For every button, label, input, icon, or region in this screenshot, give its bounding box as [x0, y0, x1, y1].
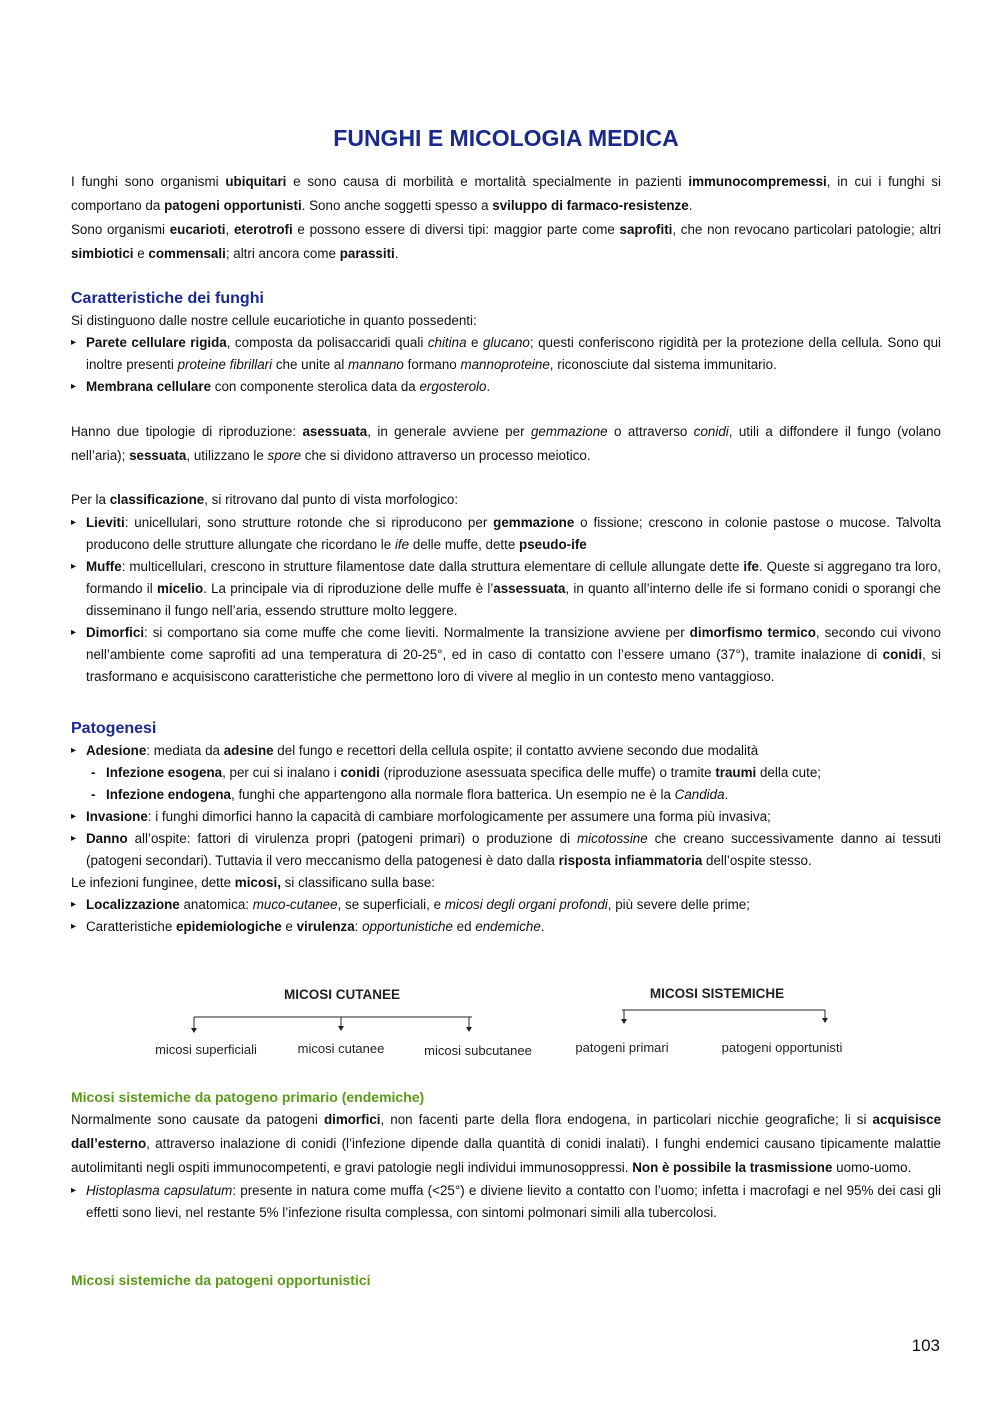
primario-section — [71, 1086, 941, 1224]
patogenesi-section — [71, 718, 941, 938]
arrow-down-icon — [466, 1027, 472, 1032]
list-item-muffe: ▸ Muffe: multicellulari, crescono in strutture filamentose date dalla struttura elementare di cellule allungate dette ife. Queste si aggregano tra loro, formando il micelio. La principale via di riproduzione delle muffe è l’assessuata, in quanto all’interno delle ife si formano conidi o sporangi che disseminano il fungo nell’aria, essendo strutture molto leggere. — [71, 556, 941, 622]
opportunistici-section — [71, 1269, 941, 1291]
caratteristiche-heading: Caratteristiche dei funghi — [71, 290, 264, 307]
micosi-lead: Le infezioni funginee, dette micosi, si classificano sulla base: — [71, 875, 436, 890]
diagram-node: micosi superficiali — [155, 1042, 257, 1057]
arrow-down-icon — [621, 1019, 627, 1024]
list-item: ▸ Membrana cellulare con componente sterolica data da ergosterolo. — [71, 376, 941, 398]
arrow-down-icon — [191, 1028, 197, 1033]
list-item-caratteristiche: ▸ Caratteristiche epidemiologiche e virulenza: opportunistiche ed endemiche. — [71, 916, 941, 938]
riproduzione-section — [71, 420, 941, 468]
list-item-lieviti: ▸ Lieviti: unicellulari, sono strutture rotonde che si riproducono per gemmazione o fissione; crescono in colonie pastose o mucose. Talvolta producono delle strutture allungate che ricordano le ife delle muffe, dette pseudo-ife — [71, 512, 941, 556]
intro-paragraph-2: Sono organismi eucarioti, eterotrofi e possono essere di diversi tipi: maggior parte come saprofiti, che non revocano particolari patologie; altri simbiotici e commensali; altri ancora come parassiti. — [71, 222, 941, 261]
diagram-node: micosi subcutanee — [424, 1043, 532, 1058]
page-number: 103 — [911, 1336, 940, 1355]
patogenesi-list-continued — [71, 806, 941, 872]
patogenesi-heading: Patogenesi — [71, 720, 157, 737]
primario-heading: Micosi sistemiche da patogeno primario (endemiche) — [71, 1089, 425, 1105]
sublist-item: - Infezione esogena, per cui si inalano i conidi (riproduzione asessuata specifica delle muffe) o tramite traumi della cute; — [71, 762, 941, 784]
diagram-node: patogeni opportunisti — [721, 1040, 843, 1055]
caratteristiche-section — [71, 288, 941, 398]
adesione-sublist — [71, 762, 941, 806]
arrow-down-icon — [822, 1018, 828, 1023]
patogenesi-list — [71, 740, 941, 762]
sublist-item: - Infezione endogena, funghi che appartengono alla normale flora batterica. Un esempio ne è la Candida. — [71, 784, 941, 806]
diagram-node: micosi cutanee — [297, 1041, 385, 1056]
intro-paragraph-1: I funghi sono organismi ubiquitari e sono causa di morbilità e mortalità specialmente in pazienti immunocompremessi, in cui i funghi si comportano da patogeni opportunisti. Sono anche soggetti spesso a sviluppo di farmaco-resistenze. — [71, 174, 941, 213]
micosi-diagram — [71, 975, 941, 1070]
classificazione-lead: Per la classificazione, si ritrovano dal punto di vista morfologico: — [71, 492, 459, 507]
list-item-localizzazione: ▸ Localizzazione anatomica: muco-cutanee, se superficiali, e micosi degli organi profondi, più severe delle prime; — [71, 894, 941, 916]
riproduzione-paragraph: Hanno due tipologie di riproduzione: asessuata, in generale avviene per gemmazione o attraverso conidi, utili a diffondere il fungo (volano nell’aria); sessuata, utilizzano le spore che si dividono attraverso un processo meiotico. — [71, 424, 942, 463]
diagram-title-sistemiche: MICOSI SISTEMICHE — [649, 986, 785, 1001]
caratteristiche-lead: Si distinguono dalle nostre cellule eucariotiche in quanto possedenti: — [71, 313, 477, 328]
arrow-down-icon — [338, 1026, 344, 1031]
primario-paragraph: Normalmente sono causate da patogeni dimorfici, non facenti parte della flora endogena, in particolari nicchie geografiche; li si acquisisce dall’esterno, attraverso inalazione di conidi (l’infezione dipende dalla quantità di conidi inalati). I funghi endemici causano tipicamente malattie autolimitanti negli ospiti immunocompetenti, e gravi patologie negli individui immunosoppressi. Non è possibile la trasmissione uomo-uomo. — [71, 1112, 942, 1175]
diagram-title-cutanee: MICOSI CUTANEE — [283, 987, 401, 1002]
caratteristiche-list — [71, 332, 941, 398]
diagram-node: patogeni primari — [575, 1040, 669, 1055]
list-item-histoplasma: ▸ Histoplasma capsulatum: presente in natura come muffa (<25°) e diviene lievito a contatto con l’uomo; infetta i macrofagi e nel 95% dei casi gli effetti sono lievi, nel restante 5% l’infezione risulta complessa, con sintomi polmonari simili alla tubercolosi. — [71, 1180, 941, 1224]
page-title: FUNGHI E MICOLOGIA MEDICA — [333, 125, 679, 151]
micosi-list — [71, 894, 941, 938]
list-item-dimorfici: ▸ Dimorfici: si comportano sia come muffe che come lieviti. Normalmente la transizione avviene per dimorfismo termico, secondo cui vivono nell’ambiente come saprofiti ad una temperatura di 20-25°, ed in caso di contatto con l’essere umano (37°), tramite inalazione di conidi, si trasformano e acquisiscono caratteristiche che permettono loro di vivere al meglio in un contesto meno vantaggioso. — [71, 622, 941, 688]
intro-section — [71, 170, 941, 266]
list-item-adesione: ▸ Adesione: mediata da adesine del fungo e recettori della cellula ospite; il contatto avviene secondo due modalità — [71, 740, 941, 762]
opportunistici-heading: Micosi sistemiche da patogeni opportunistici — [71, 1272, 371, 1288]
list-item: ▸ Parete cellulare rigida, composta da polisaccaridi quali chitina e glucano; questi conferiscono rigidità per la protezione della cellula. Sono qui inoltre presenti proteine fibrillari che unite al mannano formano mannoproteine, riconosciute dal sistema immunitario. — [71, 332, 941, 376]
classificazione-list — [71, 512, 941, 688]
classificazione-section — [71, 488, 941, 688]
list-item-danno: ▸ Danno all’ospite: fattori di virulenza propri (patogeni primari) o produzione di micotossine che creano successivamente danno ai tessuti (patogeni secondari). Tuttavia il vero meccanismo della patogenesi è dato dalla risposta infiammatoria dell’ospite stesso. — [71, 828, 941, 872]
list-item-invasione: ▸ Invasione: i funghi dimorfici hanno la capacità di cambiare morfologicamente per assumere una forma più invasiva; — [71, 806, 941, 828]
primario-list — [71, 1180, 941, 1224]
